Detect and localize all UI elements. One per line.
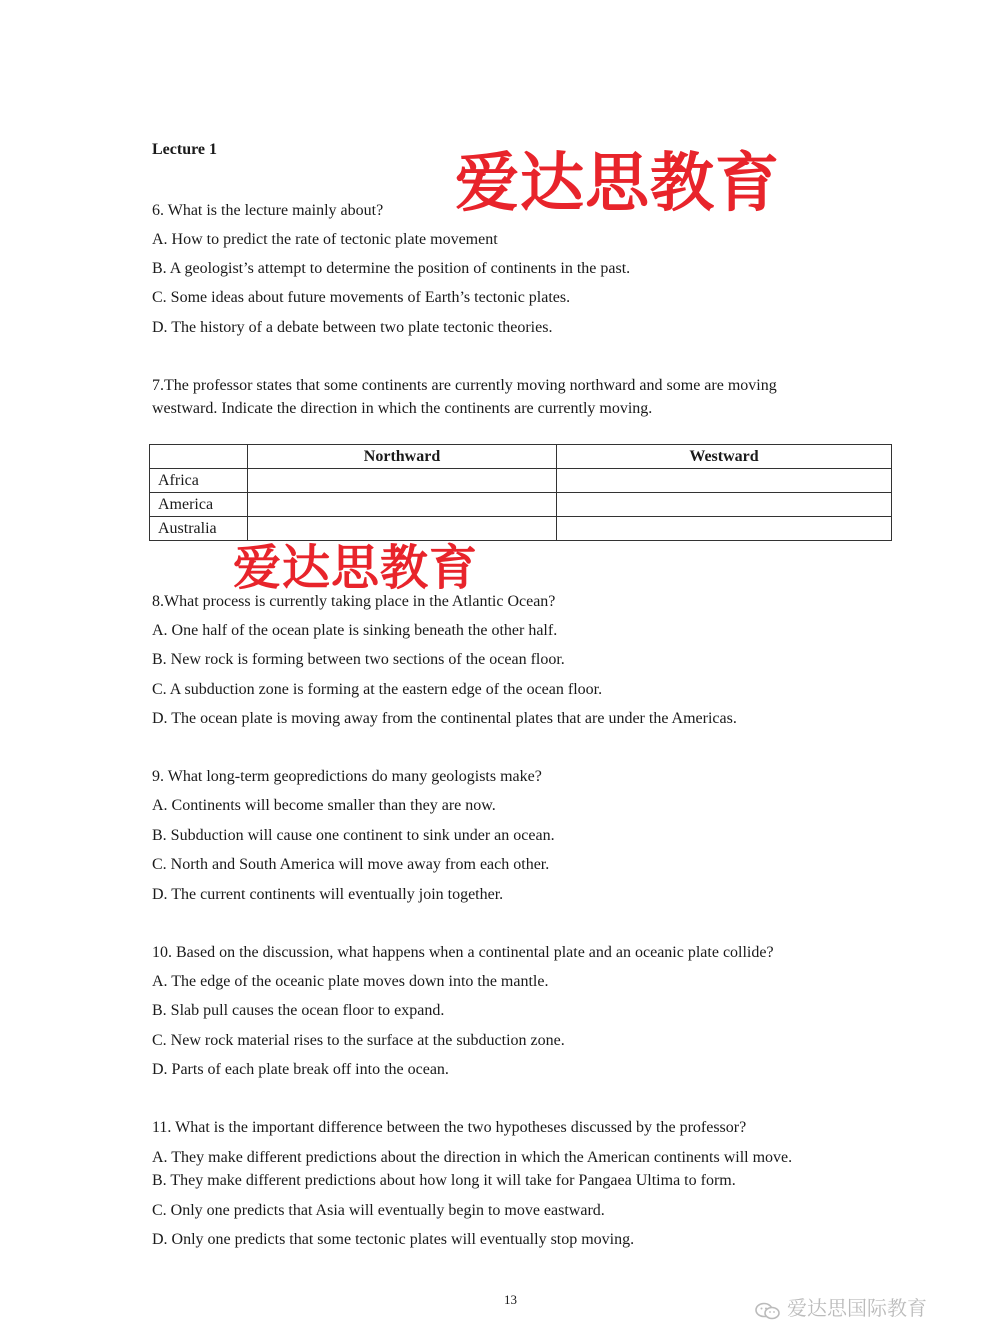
watermark-top: 爱达思教育 (455, 147, 780, 221)
q6-option-a: A. How to predict the rate of tectonic plate movement (152, 231, 498, 248)
lecture-title: Lecture 1 (152, 141, 218, 158)
q9-option-a: A. Continents will become smaller than they are now. (152, 797, 496, 814)
cell-america-westward[interactable] (557, 493, 892, 517)
cell-africa-northward[interactable] (248, 469, 557, 493)
row-label-africa: Africa (150, 469, 248, 493)
table-header-blank (150, 445, 248, 469)
q10-option-c: C. New rock material rises to the surface at the subduction zone. (152, 1032, 565, 1049)
q8-option-b: B. New rock is forming between two sections of the ocean floor. (152, 651, 565, 668)
watermark-middle: 爱达思教育 (233, 540, 479, 596)
question-6: 6. What is the lecture mainly about? (152, 202, 384, 219)
q10-option-d: D. Parts of each plate break off into the ocean. (152, 1061, 449, 1078)
q11-option-a: A. They make different predictions about the direction in which the American continents will move. (152, 1149, 793, 1166)
q6-option-d: D. The history of a debate between two plate tectonic theories. (152, 319, 553, 336)
q9-option-c: C. North and South America will move away from each other. (152, 856, 550, 873)
table-header-westward: Westward (557, 445, 892, 469)
row-label-australia: Australia (150, 517, 248, 541)
table-row (150, 493, 892, 517)
q11-option-c: C. Only one predicts that Asia will eventually begin to move eastward. (152, 1202, 605, 1219)
q6-option-b: B. A geologist’s attempt to determine the position of continents in the past. (152, 260, 631, 277)
q9-option-d: D. The current continents will eventually join together. (152, 886, 504, 903)
table-row (150, 469, 892, 493)
q10-option-b: B. Slab pull causes the ocean floor to expand. (152, 1002, 445, 1019)
wechat-icon (755, 1301, 781, 1319)
question-7-line2: westward. Indicate the direction in which the continents are currently moving. (152, 400, 653, 417)
q10-option-a: A. The edge of the oceanic plate moves down into the mantle. (152, 973, 549, 990)
q8-option-d: D. The ocean plate is moving away from the continental plates that are under the Americas. (152, 710, 737, 727)
question-8: 8.What process is currently taking place in the Atlantic Ocean? (152, 593, 556, 610)
page-number: 13 (504, 1292, 517, 1307)
question-11: 11. What is the important difference between the two hypotheses discussed by the professor? (152, 1119, 747, 1136)
row-label-america: America (150, 493, 248, 517)
q11-option-d: D. Only one predicts that some tectonic plates will eventually stop moving. (152, 1231, 635, 1248)
q9-option-b: B. Subduction will cause one continent to sink under an ocean. (152, 827, 555, 844)
table-header-northward: Northward (248, 445, 557, 469)
direction-table (149, 444, 892, 541)
cell-australia-northward[interactable] (248, 517, 557, 541)
footer-text: 爱达思国际教育 (787, 1296, 927, 1320)
q6-option-c: C. Some ideas about future movements of Earth’s tectonic plates. (152, 289, 571, 306)
question-7-line1: 7.The professor states that some continents are currently moving northward and some are moving (152, 377, 777, 394)
question-9: 9. What long-term geopredictions do many geologists make? (152, 768, 542, 785)
cell-australia-westward[interactable] (557, 517, 892, 541)
table-row (150, 517, 892, 541)
q8-option-a: A. One half of the ocean plate is sinking beneath the other half. (152, 622, 558, 639)
cell-america-northward[interactable] (248, 493, 557, 517)
table-header-row (150, 445, 892, 469)
cell-africa-westward[interactable] (557, 469, 892, 493)
q8-option-c: C. A subduction zone is forming at the eastern edge of the ocean floor. (152, 681, 603, 698)
q11-option-b: B. They make different predictions about how long it will take for Pangaea Ultima to form. (152, 1172, 736, 1189)
question-10: 10. Based on the discussion, what happens when a continental plate and an oceanic plate collide? (152, 944, 774, 961)
